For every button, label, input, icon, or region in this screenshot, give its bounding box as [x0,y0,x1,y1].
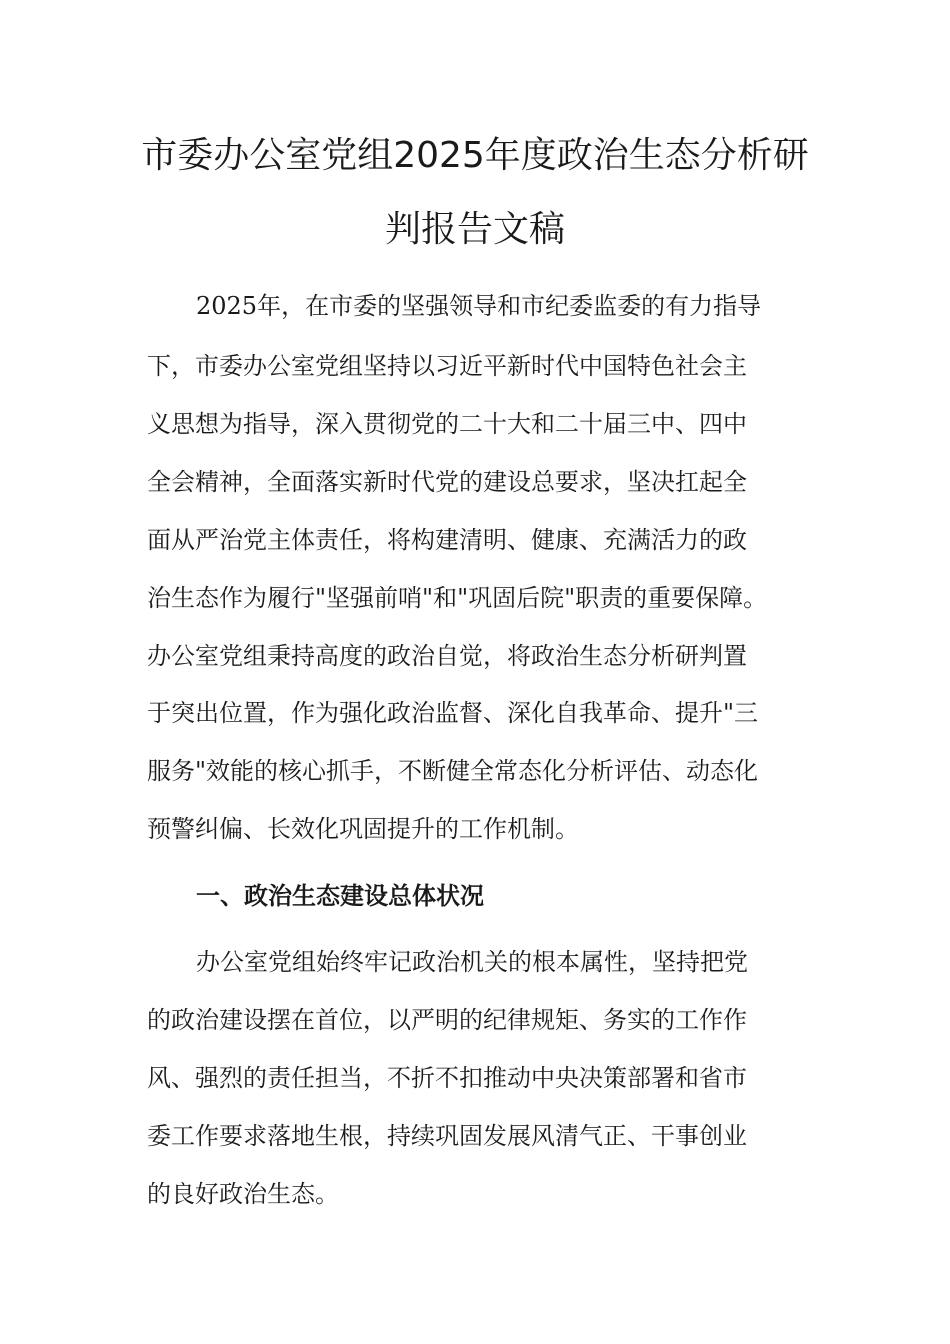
section-1-heading: 一、政治生态建设总体状况 [196,881,484,910]
intro-paragraph-line: 于突出位置，作为强化政治监督、深化自我革命、提升"三 [147,699,759,727]
section-1-paragraph-line: 委工作要求落地生根，持续巩固发展风清气正、干事创业 [147,1122,747,1150]
intro-paragraph-line: 治生态作为履行"坚强前哨"和"巩固后院"职责的重要保障。 [147,584,768,612]
section-1-paragraph-line: 的政治建设摆在首位，以严明的纪律规矩、务实的工作作 [147,1006,747,1034]
intro-paragraph-line: 下，市委办公室党组坚持以习近平新时代中国特色社会主 [147,352,747,380]
intro-paragraph-line: 义思想为指导，深入贯彻党的二十大和二十届三中、四中 [147,410,747,438]
intro-paragraph-line: 全会精神，全面落实新时代党的建设总要求，坚决扛起全 [147,468,747,496]
document-title-line-2: 判报告文稿 [384,209,565,250]
section-1-paragraph-line: 办公室党组始终牢记政治机关的根本属性，坚持把党 [196,948,748,976]
intro-paragraph-line: 预警纠偏、长效化巩固提升的工作机制。 [147,815,579,843]
intro-paragraph-line: 办公室党组秉持高度的政治自觉，将政治生态分析研判置 [147,642,747,670]
intro-paragraph-line: 服务"效能的核心抓手，不断健全常态化分析评估、动态化 [147,757,759,785]
intro-paragraph-line: 2025年，在市委的坚强领导和市纪委监委的有力指导 [196,292,762,320]
section-1-paragraph-line: 的良好政治生态。 [147,1180,339,1208]
section-1-paragraph-line: 风、强烈的责任担当，不折不扣推动中央决策部署和省市 [147,1064,747,1092]
intro-paragraph-line: 面从严治党主体责任，将构建清明、健康、充满活力的政 [147,526,747,554]
document-title-line-1: 市委办公室党组2025年度政治生态分析研 [141,135,809,176]
